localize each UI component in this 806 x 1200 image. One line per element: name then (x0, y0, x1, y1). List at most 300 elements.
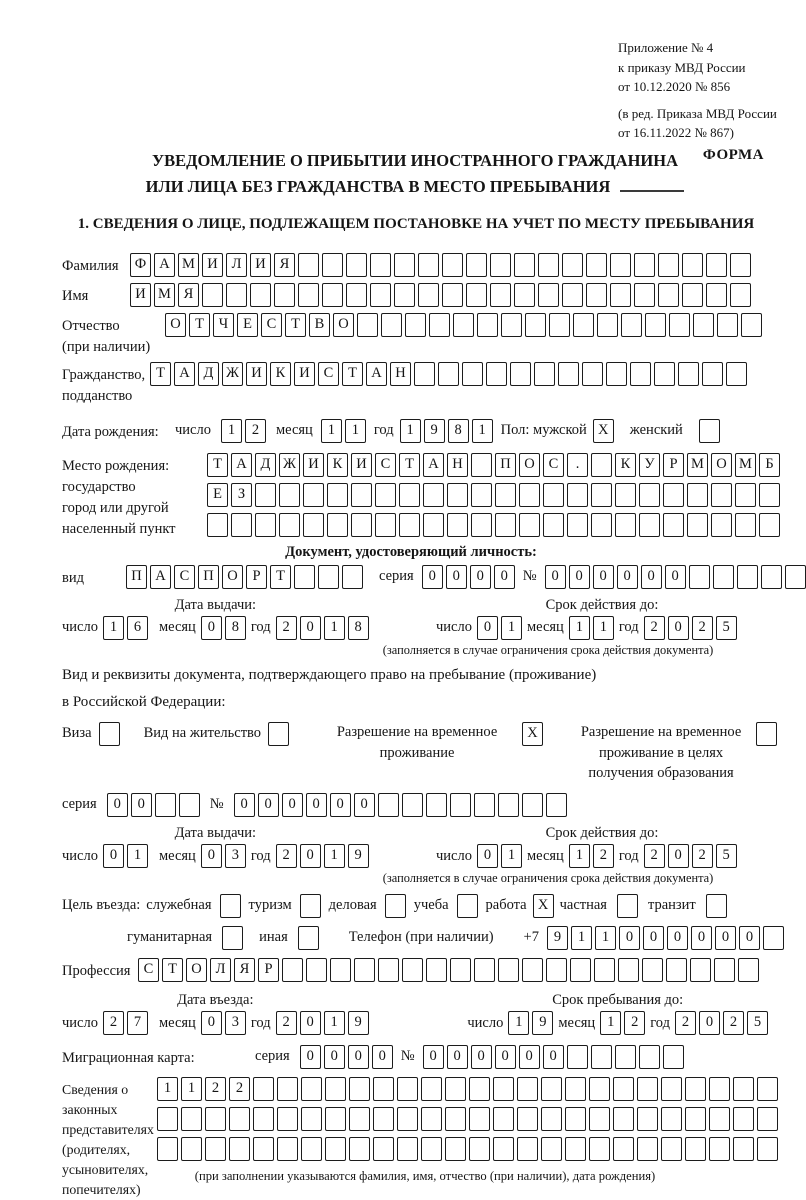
entry-year-cells (276, 1011, 369, 1035)
char-cell: Д (198, 362, 219, 386)
permit-series-label: серия (62, 796, 97, 813)
char-cell: 9 (348, 844, 369, 868)
char-cell (155, 793, 176, 817)
char-cell (759, 483, 780, 507)
purpose-private-label: частная (559, 897, 607, 914)
char-cell (757, 1107, 778, 1131)
doc-valid-month-cells (569, 616, 614, 640)
char-cell: 0 (234, 793, 255, 817)
char-cell: Т (150, 362, 171, 386)
char-cell: 1 (345, 419, 366, 443)
purpose-business-label: деловая (328, 897, 377, 914)
doc-series-label: серия (379, 567, 414, 584)
month-label: месяц (526, 619, 564, 636)
char-cell (687, 513, 708, 537)
char-cell: 0 (354, 793, 375, 817)
char-cell (510, 362, 531, 386)
char-cell: О (519, 453, 540, 477)
entry-month-cells (201, 1011, 246, 1035)
char-cell (654, 362, 675, 386)
char-cell (342, 565, 363, 589)
char-cell (450, 958, 471, 982)
char-cell (373, 1077, 394, 1101)
permit-valid-month-cells (569, 844, 614, 868)
purpose-work-label: работа (485, 897, 527, 914)
purpose-official-checkbox (220, 894, 241, 918)
char-cell: 5 (716, 616, 737, 640)
char-cell: Ж (222, 362, 243, 386)
char-cell (733, 1137, 754, 1161)
char-cell (373, 1137, 394, 1161)
char-cell (658, 253, 679, 277)
char-cell: Я (234, 958, 255, 982)
char-cell: 1 (595, 926, 616, 950)
representatives-block (62, 1077, 800, 1200)
char-cell (663, 1045, 684, 1069)
char-cell (426, 958, 447, 982)
char-cell (303, 483, 324, 507)
entry-stay-dates (62, 992, 768, 1035)
char-cell: А (150, 565, 171, 589)
char-cell (615, 483, 636, 507)
char-cell (763, 926, 784, 950)
char-cell: 0 (201, 616, 222, 640)
representatives-row1 (157, 1077, 778, 1101)
identity-doc-row (62, 565, 800, 589)
char-cell (418, 283, 439, 307)
char-cell: 8 (225, 616, 246, 640)
char-cell: . (567, 453, 588, 477)
char-cell (514, 253, 535, 277)
char-cell: О (165, 313, 186, 337)
char-cell (543, 483, 564, 507)
char-cell: М (687, 453, 708, 477)
char-cell: Е (237, 313, 258, 337)
char-cell: 0 (107, 793, 128, 817)
char-cell (730, 283, 751, 307)
char-cell: И (250, 253, 271, 277)
char-cell: 0 (691, 926, 712, 950)
char-cell (349, 1137, 370, 1161)
stay-day-cells (508, 1011, 553, 1035)
char-cell: 9 (348, 1011, 369, 1035)
char-cell (606, 362, 627, 386)
char-cell: 1 (324, 616, 345, 640)
char-cell (490, 283, 511, 307)
char-cell (277, 1107, 298, 1131)
char-cell: 1 (324, 1011, 345, 1035)
profession-cells (138, 958, 759, 982)
char-cell: Р (663, 453, 684, 477)
char-cell (642, 958, 663, 982)
char-cell (573, 313, 594, 337)
char-cell: Н (447, 453, 468, 477)
permit-option-residence (144, 722, 289, 746)
char-cell (306, 958, 327, 982)
char-cell (589, 1137, 610, 1161)
surname-cells (130, 253, 751, 277)
year-label: год (650, 1014, 670, 1031)
char-cell (466, 253, 487, 277)
entry-purpose-label: Цель въезда: (62, 897, 141, 914)
char-cell (351, 513, 372, 537)
purpose-study-checkbox (457, 894, 478, 918)
char-cell (469, 1137, 490, 1161)
char-cell (549, 313, 570, 337)
char-cell: 1 (569, 844, 590, 868)
doc-type-cells (126, 565, 363, 589)
char-cell (274, 283, 295, 307)
char-cell (618, 958, 639, 982)
char-cell: К (327, 453, 348, 477)
char-cell: 2 (276, 844, 297, 868)
birth-year-cells (400, 419, 493, 443)
char-cell (615, 513, 636, 537)
doc-issue-month-cells (201, 616, 246, 640)
char-cell: 0 (477, 844, 498, 868)
char-cell: Д (255, 453, 276, 477)
birth-date-row (62, 419, 800, 443)
char-cell (685, 1137, 706, 1161)
annex-note-line: от 16.11.2022 № 867) (618, 125, 735, 140)
char-cell (525, 313, 546, 337)
char-cell: Ф (130, 253, 151, 277)
char-cell: Я (274, 253, 295, 277)
doc-issue-year-cells (276, 616, 369, 640)
char-cell (522, 958, 543, 982)
char-cell: 9 (547, 926, 568, 950)
char-cell (613, 1137, 634, 1161)
char-cell (421, 1077, 442, 1101)
patronymic-cells (165, 313, 762, 337)
annex-note-line: (в ред. Приказа МВД России (618, 105, 777, 121)
char-cell: 1 (400, 419, 421, 443)
char-cell: 0 (617, 565, 638, 589)
char-cell (634, 253, 655, 277)
char-cell (318, 565, 339, 589)
doc-valid-year-cells (644, 616, 737, 640)
title-blank-line (620, 188, 684, 192)
char-cell: М (154, 283, 175, 307)
sex-male-checkbox: X (593, 419, 614, 443)
representatives-row2 (157, 1107, 778, 1131)
char-cell: М (735, 453, 756, 477)
char-cell (711, 513, 732, 537)
stay-until-title: Срок пребывания до: (552, 992, 684, 1009)
purpose-humanitarian-label: гуманитарная (127, 929, 213, 946)
char-cell (541, 1077, 562, 1101)
char-cell (541, 1107, 562, 1131)
char-cell (327, 483, 348, 507)
char-cell: 2 (229, 1077, 250, 1101)
char-cell: 0 (422, 565, 443, 589)
annex-block (618, 38, 777, 143)
permit-number-label: № (209, 796, 224, 813)
char-cell: 0 (667, 926, 688, 950)
purpose-study-label: учеба (413, 897, 449, 914)
doc-issue-title: Дата выдачи: (174, 596, 257, 613)
char-cell: Т (162, 958, 183, 982)
char-cell (202, 283, 223, 307)
char-cell: И (202, 253, 223, 277)
day-label: число (62, 847, 98, 864)
char-cell (399, 483, 420, 507)
char-cell (381, 313, 402, 337)
char-cell (418, 253, 439, 277)
purpose-work-checkbox: X (533, 894, 554, 918)
char-cell (397, 1077, 418, 1101)
char-cell (546, 958, 567, 982)
birth-day-cells (221, 419, 266, 443)
char-cell (351, 483, 372, 507)
char-cell (298, 283, 319, 307)
char-cell: С (261, 313, 282, 337)
char-cell: 0 (324, 1045, 345, 1069)
char-cell (253, 1107, 274, 1131)
char-cell: 0 (201, 844, 222, 868)
migration-number-label: № (400, 1048, 415, 1065)
residence-permit-checkbox (268, 722, 289, 746)
char-cell (522, 793, 543, 817)
char-cell (229, 1137, 250, 1161)
permit-options-row (62, 722, 774, 783)
permit-intro-line2: в Российской Федерации: (62, 694, 226, 711)
char-cell (687, 483, 708, 507)
char-cell: 0 (300, 616, 321, 640)
char-cell: К (270, 362, 291, 386)
char-cell (586, 253, 607, 277)
representatives-row3 (157, 1137, 778, 1161)
char-cell: 1 (157, 1077, 178, 1101)
char-cell (447, 483, 468, 507)
char-cell (453, 313, 474, 337)
char-cell: 0 (300, 844, 321, 868)
char-cell: 5 (747, 1011, 768, 1035)
char-cell: Т (207, 453, 228, 477)
purpose-tourism-checkbox (300, 894, 321, 918)
char-cell (685, 1107, 706, 1131)
patronymic-label: Отчество (при наличии) (62, 313, 165, 358)
char-cell: С (138, 958, 159, 982)
char-cell: Ч (213, 313, 234, 337)
char-cell (737, 565, 758, 589)
char-cell (661, 1137, 682, 1161)
char-cell (255, 513, 276, 537)
char-cell: Л (210, 958, 231, 982)
char-cell (639, 1045, 660, 1069)
char-cell (663, 483, 684, 507)
char-cell: 1 (127, 844, 148, 868)
permit-number-cells (234, 793, 567, 817)
stay-month-cells (600, 1011, 645, 1035)
char-cell (735, 513, 756, 537)
char-cell: 0 (446, 565, 467, 589)
char-cell: В (309, 313, 330, 337)
stay-until-group (467, 992, 768, 1035)
char-cell (562, 283, 583, 307)
char-cell: Р (246, 565, 267, 589)
char-cell: 3 (225, 1011, 246, 1035)
char-cell: 0 (103, 844, 124, 868)
doc-valid-title: Срок действия до: (545, 596, 659, 613)
char-cell (469, 1077, 490, 1101)
char-cell (639, 483, 660, 507)
char-cell (517, 1137, 538, 1161)
migration-series-label: серия (255, 1048, 290, 1065)
char-cell (423, 483, 444, 507)
char-cell (594, 958, 615, 982)
char-cell (447, 513, 468, 537)
char-cell (301, 1077, 322, 1101)
char-cell (279, 513, 300, 537)
patronymic-note: (при наличии) (62, 338, 151, 355)
month-label: месяц (158, 1014, 196, 1031)
char-cell (495, 513, 516, 537)
stay-year-cells (675, 1011, 768, 1035)
char-cell (591, 1045, 612, 1069)
char-cell: 0 (699, 1011, 720, 1035)
char-cell: 0 (201, 1011, 222, 1035)
sex-female-checkbox (699, 419, 720, 443)
char-cell: К (615, 453, 636, 477)
char-cell (157, 1137, 178, 1161)
char-cell (706, 283, 727, 307)
permit-validity-note: (заполняется в случае ограничения срока действия документа) (382, 871, 714, 886)
char-cell: 0 (330, 793, 351, 817)
year-label: год (250, 1014, 271, 1031)
char-cell (634, 283, 655, 307)
char-cell: Т (270, 565, 291, 589)
char-cell (301, 1107, 322, 1131)
char-cell: 1 (593, 616, 614, 640)
char-cell (450, 793, 471, 817)
char-cell: 3 (225, 844, 246, 868)
char-cell: 1 (571, 926, 592, 950)
permit-issue-title: Дата выдачи: (174, 825, 257, 842)
char-cell (541, 1137, 562, 1161)
char-cell: Р (258, 958, 279, 982)
doc-valid-date-group (382, 596, 768, 658)
char-cell (421, 1137, 442, 1161)
char-cell (373, 1107, 394, 1131)
annex-line: Приложение № 4 (618, 40, 714, 55)
entry-date-group (62, 992, 369, 1035)
char-cell (378, 793, 399, 817)
char-cell (466, 283, 487, 307)
char-cell: 0 (494, 565, 515, 589)
char-cell (253, 1137, 274, 1161)
permit-valid-title: Срок действия до: (545, 825, 659, 842)
char-cell (399, 513, 420, 537)
char-cell: 7 (127, 1011, 148, 1035)
char-cell (661, 1107, 682, 1131)
char-cell: Н (390, 362, 411, 386)
char-cell: 1 (600, 1011, 621, 1035)
char-cell (157, 1107, 178, 1131)
char-cell (637, 1137, 658, 1161)
char-cell (375, 483, 396, 507)
migration-number-cells (423, 1045, 684, 1069)
char-cell: У (639, 453, 660, 477)
char-cell: 0 (545, 565, 566, 589)
char-cell (597, 313, 618, 337)
char-cell (477, 313, 498, 337)
char-cell (322, 253, 343, 277)
char-cell: П (495, 453, 516, 477)
form-title-line1: УВЕДОМЛЕНИЕ О ПРИБЫТИИ ИНОСТРАННОГО ГРАЖДАНИНА (151, 151, 679, 170)
permit-issue-year-cells (276, 844, 369, 868)
doc-series-cells (422, 565, 515, 589)
char-cell: О (711, 453, 732, 477)
char-cell (277, 1077, 298, 1101)
char-cell (730, 253, 751, 277)
permit-issue-date-group (62, 825, 369, 886)
char-cell: 0 (739, 926, 760, 950)
representatives-cells (157, 1077, 778, 1184)
migration-card-row (62, 1045, 800, 1069)
char-cell (301, 1137, 322, 1161)
char-cell (591, 483, 612, 507)
form-title (62, 148, 768, 201)
month-label: месяц (158, 619, 196, 636)
char-cell: 0 (665, 565, 686, 589)
char-cell: Л (226, 253, 247, 277)
char-cell: 0 (258, 793, 279, 817)
doc-valid-day-cells (477, 616, 522, 640)
char-cell: Б (759, 453, 780, 477)
char-cell: 8 (348, 616, 369, 640)
char-cell (661, 1077, 682, 1101)
purpose-other-label: иная (259, 929, 288, 946)
form-title-line2-wrap (62, 174, 768, 200)
char-cell (534, 362, 555, 386)
char-cell: 1 (508, 1011, 529, 1035)
char-cell: 1 (324, 844, 345, 868)
char-cell (421, 1107, 442, 1131)
permit-issue-day-cells (103, 844, 148, 868)
char-cell (493, 1107, 514, 1131)
permit-valid-day-cells (477, 844, 522, 868)
char-cell (713, 565, 734, 589)
char-cell: С (174, 565, 195, 589)
birth-place-row1 (207, 453, 780, 477)
profession-row (62, 958, 800, 982)
permit-option-education (573, 722, 777, 783)
char-cell (586, 283, 607, 307)
char-cell (690, 958, 711, 982)
given-name-cells (130, 283, 751, 307)
char-cell: З (231, 483, 252, 507)
birth-place-block (62, 453, 800, 540)
char-cell (669, 313, 690, 337)
temporary-permit-checkbox: X (522, 722, 543, 746)
char-cell (735, 483, 756, 507)
char-cell: 2 (624, 1011, 645, 1035)
identity-doc-dates (62, 597, 768, 658)
char-cell: 0 (519, 1045, 540, 1069)
char-cell: С (543, 453, 564, 477)
permit-option-temporary (319, 722, 543, 763)
char-cell: Я (178, 283, 199, 307)
day-label: число (467, 1014, 504, 1031)
char-cell (610, 283, 631, 307)
char-cell: Е (207, 483, 228, 507)
char-cell (589, 1107, 610, 1131)
char-cell (565, 1077, 586, 1101)
char-cell: А (366, 362, 387, 386)
char-cell: С (375, 453, 396, 477)
purpose-transit-label: транзит (647, 897, 696, 914)
